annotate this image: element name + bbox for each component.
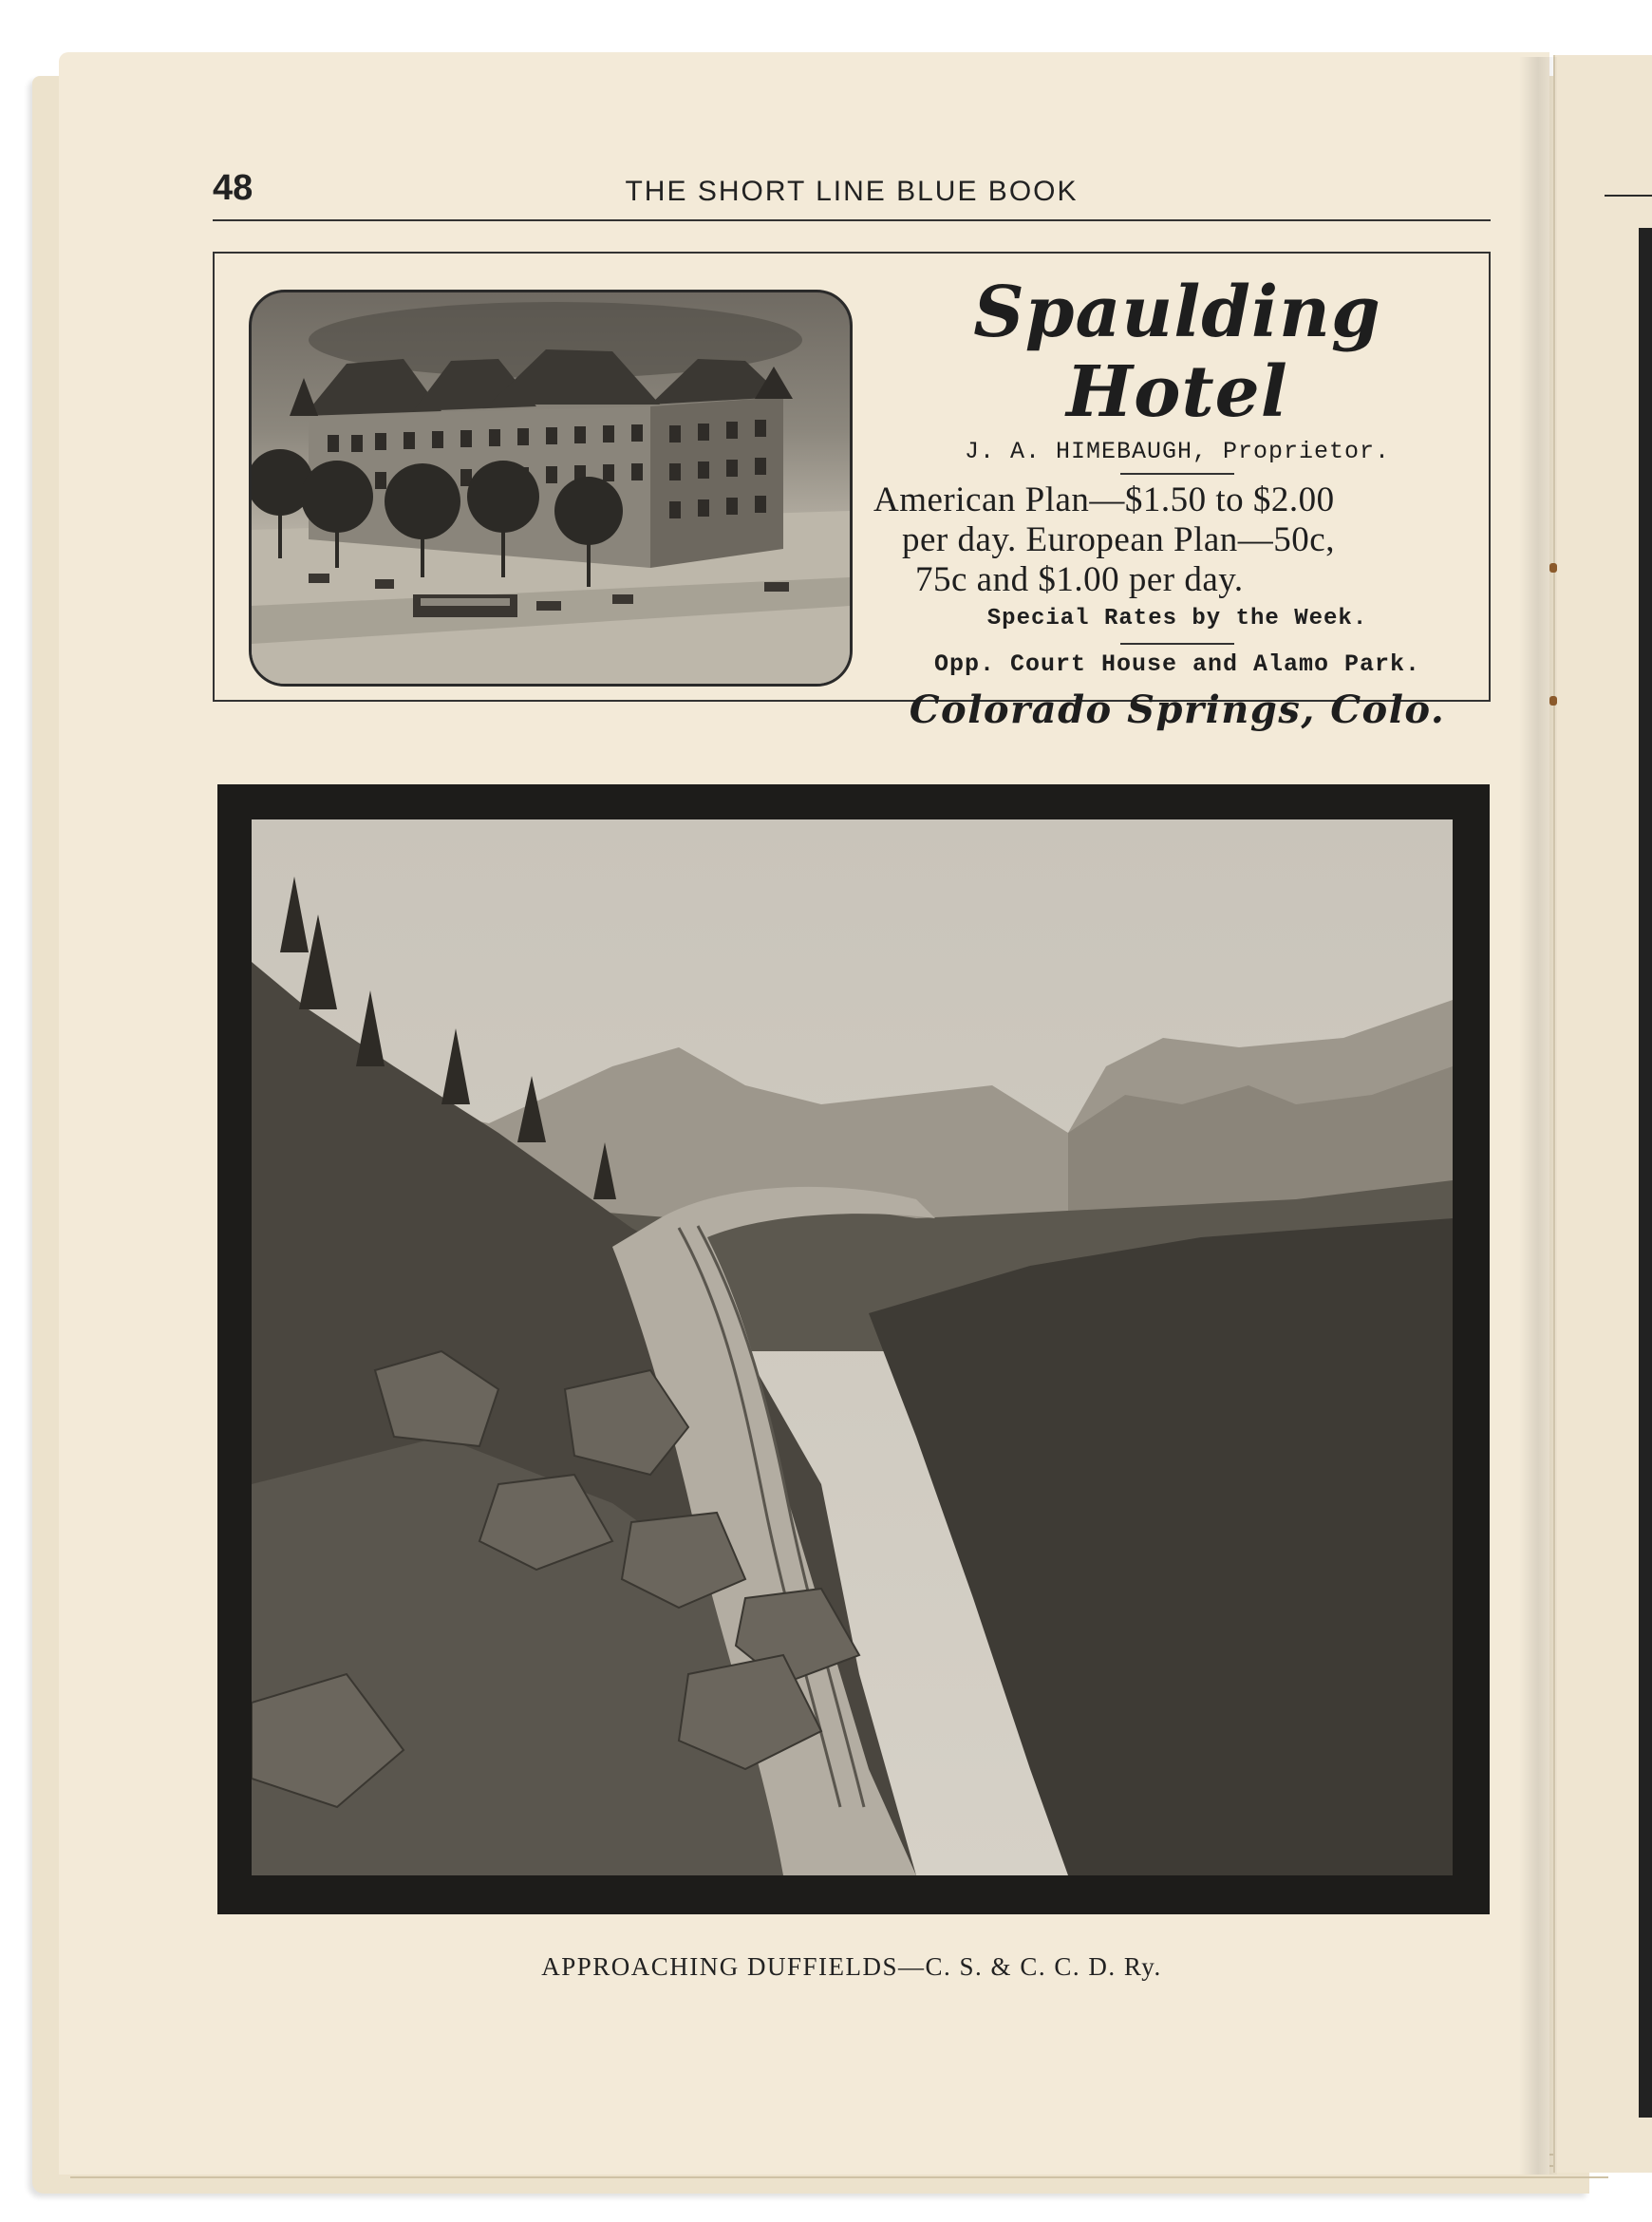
divider-rule [1120, 643, 1234, 645]
binding-stitch [1549, 563, 1557, 573]
facing-page [1553, 55, 1652, 2173]
gutter-shadow [1519, 57, 1557, 2175]
page-edge [70, 2176, 1608, 2178]
railway-photograph [252, 819, 1453, 1875]
page-number: 48 [213, 168, 253, 208]
hotel-name: Spaulding Hotel [973, 272, 1381, 433]
photo-frame [217, 784, 1490, 1914]
running-header [213, 166, 1491, 221]
rates-line: American Plan—$1.50 to $2.00 [873, 480, 1335, 519]
running-title: THE SHORT LINE BLUE BOOK [625, 176, 1079, 207]
rates-line: per day. European Plan—50c, [902, 520, 1335, 559]
advertisement-text [873, 273, 1481, 732]
address-line: Opp. Court House and Alamo Park. [933, 650, 1421, 678]
divider-rule [1120, 473, 1234, 475]
photo-caption: APPROACHING DUFFIELDS—C. S. & C. C. D. Ry. [541, 1952, 1162, 1981]
facing-page-rule [1605, 195, 1652, 197]
hotel-building-drawing [252, 292, 850, 684]
rates-line: 75c and $1.00 per day. [915, 560, 1244, 599]
hotel-illustration [249, 290, 853, 687]
special-rates-line: Special Rates by the Week. [986, 606, 1368, 631]
hotel-advertisement [213, 252, 1491, 732]
city-line: Colorado Springs, Colo. [909, 687, 1446, 732]
proprietor-line: J. A. HIMEBAUGH, Proprietor. [964, 438, 1391, 465]
binding-stitch [1549, 696, 1557, 706]
facing-page-image-edge [1639, 228, 1652, 2118]
mountain-railway-scene [252, 819, 1453, 1875]
